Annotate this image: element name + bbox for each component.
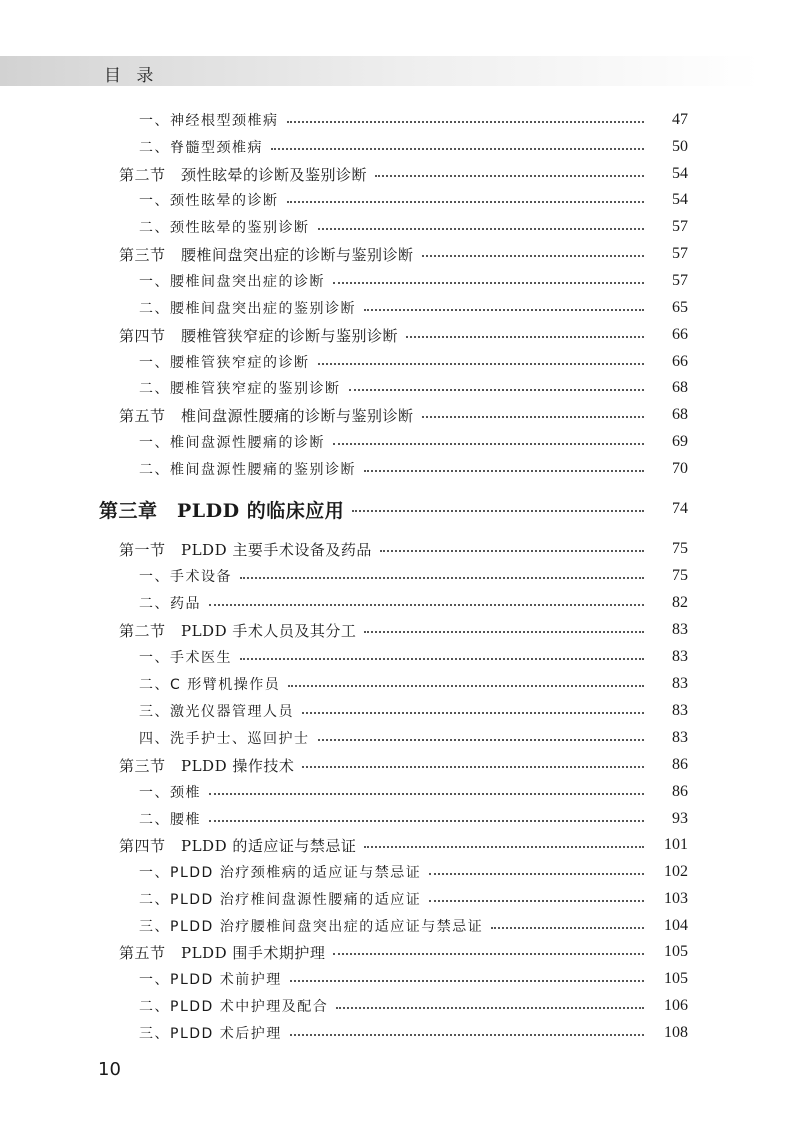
toc-entry-label: 第三节 PLDD 操作技术	[119, 756, 295, 775]
dot-leader	[290, 1034, 644, 1036]
toc-entry-label: 一、神经根型颈椎病	[139, 113, 279, 129]
toc-entry-page: 105	[664, 943, 688, 960]
toc-entry-label: 二、椎间盘源性腰痛的鉴别诊断	[139, 462, 356, 478]
dot-leader	[318, 363, 645, 365]
toc-entry-label: 三、PLDD 术后护理	[139, 1026, 282, 1042]
toc-entry-page: 66	[672, 353, 688, 370]
toc-entry-page: 68	[672, 406, 688, 423]
toc-entry-label: 四、洗手护士、巡回护士	[139, 731, 310, 747]
toc-entry-label: 二、药品	[139, 596, 201, 612]
toc-entry-label: 第一节 PLDD 主要手术设备及药品	[119, 540, 372, 559]
toc-entry-label: 二、腰椎管狭窄症的鉴别诊断	[139, 381, 341, 397]
toc-entry-page: 83	[672, 648, 688, 665]
toc-entry-label: 一、PLDD 治疗颈椎病的适应证与禁忌证	[139, 865, 422, 881]
toc-entry-label: 二、腰椎	[139, 812, 201, 828]
toc-entry-item	[0, 295, 800, 321]
toc-entry-label: 一、颈椎	[139, 785, 201, 801]
toc-entry-label: 一、PLDD 术前护理	[139, 972, 282, 988]
toc-entry-label: 一、颈性眩晕的诊断	[139, 193, 279, 209]
dot-leader	[240, 658, 644, 660]
toc-entry-item	[0, 375, 800, 401]
toc-entry-section	[0, 752, 800, 778]
toc-entry-item	[0, 134, 800, 160]
page-number: 10	[98, 1059, 121, 1080]
toc-entry-page: 57	[672, 218, 688, 235]
toc-entry-item	[0, 268, 800, 294]
toc-entry-page: 83	[672, 675, 688, 692]
toc-entry-page: 104	[664, 917, 688, 934]
toc-entry-label: 第四节 腰椎管狭窄症的诊断与鉴别诊断	[119, 326, 399, 345]
toc-entry-item	[0, 966, 800, 992]
toc-entry-page: 82	[672, 594, 688, 611]
toc-entry-item	[0, 214, 800, 240]
toc-entry-item	[0, 107, 800, 133]
toc-entry-page: 54	[672, 165, 688, 182]
toc-entry-page: 68	[672, 379, 688, 396]
toc-entry-label: 一、椎间盘源性腰痛的诊断	[139, 435, 325, 451]
dot-leader	[333, 282, 644, 284]
toc-entry-item	[0, 806, 800, 832]
toc-entry-section	[0, 161, 800, 187]
toc-entry-page: 83	[672, 621, 688, 638]
toc-entry-label: 三、激光仪器管理人员	[139, 704, 294, 720]
dot-leader	[429, 873, 644, 875]
dot-leader	[364, 846, 644, 848]
toc-entry-section	[0, 322, 800, 348]
dot-leader	[349, 389, 645, 391]
dot-leader	[352, 510, 644, 512]
dot-leader	[380, 550, 644, 552]
dot-leader	[302, 766, 644, 768]
toc-entry-page: 75	[672, 567, 688, 584]
toc-entry-label: 二、PLDD 术中护理及配合	[139, 999, 329, 1015]
dot-leader	[333, 443, 644, 445]
toc-entry-page: 57	[672, 245, 688, 262]
dot-leader	[333, 953, 644, 955]
toc-entry-page: 102	[664, 863, 688, 880]
toc-entry-item	[0, 779, 800, 805]
toc-entry-item	[0, 886, 800, 912]
toc-entry-item	[0, 644, 800, 670]
toc-entry-page: 47	[672, 111, 688, 128]
toc-entry-page: 103	[664, 890, 688, 907]
toc-entry-page: 75	[672, 540, 688, 557]
toc-entry-label: 第三章 PLDD 的临床应用	[99, 499, 345, 522]
toc-entry-item	[0, 913, 800, 939]
toc-entry-label: 二、C 形臂机操作员	[139, 677, 281, 693]
toc-entry-page: 66	[672, 326, 688, 343]
page-header-title: 目 录	[104, 66, 159, 86]
toc-entry-item	[0, 349, 800, 375]
toc-entry-section	[0, 617, 800, 643]
toc-entry-item	[0, 563, 800, 589]
toc-entry-label: 三、PLDD 治疗腰椎间盘突出症的适应证与禁忌证	[139, 919, 484, 935]
toc-entry-label: 一、手术医生	[139, 650, 232, 666]
toc-entry-page: 93	[672, 810, 688, 827]
dot-leader	[209, 793, 644, 795]
toc-entry-label: 二、脊髓型颈椎病	[139, 140, 263, 156]
toc-entry-label: 一、腰椎间盘突出症的诊断	[139, 274, 325, 290]
toc-entry-chapter	[0, 493, 800, 525]
toc-entry-section	[0, 939, 800, 965]
toc-entry-page: 83	[672, 702, 688, 719]
toc-entry-page: 54	[672, 191, 688, 208]
toc-entry-section	[0, 832, 800, 858]
toc-entry-page: 101	[664, 836, 688, 853]
toc-entry-page: 69	[672, 433, 688, 450]
toc-entry-page: 50	[672, 138, 688, 155]
toc-entry-page: 74	[672, 500, 688, 517]
dot-leader	[209, 604, 644, 606]
toc-entry-page: 86	[672, 756, 688, 773]
toc-entry-page: 70	[672, 460, 688, 477]
toc-entry-label: 第二节 颈性眩晕的诊断及鉴别诊断	[119, 165, 368, 184]
dot-leader	[364, 309, 644, 311]
toc-entry-page: 106	[664, 997, 688, 1014]
toc-entry-page: 108	[664, 1024, 688, 1041]
dot-leader	[287, 121, 645, 123]
dot-leader	[240, 577, 644, 579]
toc-entry-item	[0, 429, 800, 455]
toc-entry-page: 86	[672, 783, 688, 800]
toc-entry-label: 一、腰椎管狭窄症的诊断	[139, 355, 310, 371]
toc-entry-item	[0, 859, 800, 885]
toc-entry-section	[0, 536, 800, 562]
toc-entry-item	[0, 187, 800, 213]
toc-entry-item	[0, 590, 800, 616]
dot-leader	[364, 470, 644, 472]
toc-entry-label: 第五节 椎间盘源性腰痛的诊断与鉴别诊断	[119, 406, 414, 425]
dot-leader	[375, 175, 644, 177]
toc-entry-item	[0, 698, 800, 724]
toc-entry-section	[0, 402, 800, 428]
toc-entry-label: 二、PLDD 治疗椎间盘源性腰痛的适应证	[139, 892, 422, 908]
dot-leader	[287, 201, 645, 203]
toc-entry-label: 第二节 PLDD 手术人员及其分工	[119, 621, 357, 640]
toc-entry-item	[0, 1020, 800, 1046]
toc-entry-label: 第五节 PLDD 围手术期护理	[119, 943, 326, 962]
toc-entry-item	[0, 725, 800, 751]
dot-leader	[422, 416, 644, 418]
dot-leader	[288, 685, 644, 687]
toc-entry-page: 105	[664, 970, 688, 987]
toc-entry-section	[0, 241, 800, 267]
toc-entry-label: 第四节 PLDD 的适应证与禁忌证	[119, 836, 357, 855]
dot-leader	[491, 927, 644, 929]
dot-leader	[271, 148, 644, 150]
dot-leader	[209, 820, 644, 822]
toc-entry-item	[0, 456, 800, 482]
toc-entry-item	[0, 993, 800, 1019]
dot-leader	[429, 900, 644, 902]
dot-leader	[302, 712, 644, 714]
toc-entry-item	[0, 671, 800, 697]
dot-leader	[336, 1007, 644, 1009]
dot-leader	[318, 739, 645, 741]
toc-entry-label: 一、手术设备	[139, 569, 232, 585]
dot-leader	[290, 980, 644, 982]
toc-entry-label: 二、腰椎间盘突出症的鉴别诊断	[139, 301, 356, 317]
toc-entry-label: 第三节 腰椎间盘突出症的诊断与鉴别诊断	[119, 245, 414, 264]
toc-entry-page: 83	[672, 729, 688, 746]
toc-entry-page: 57	[672, 272, 688, 289]
dot-leader	[406, 336, 644, 338]
dot-leader	[318, 228, 645, 230]
toc-entry-label: 二、颈性眩晕的鉴别诊断	[139, 220, 310, 236]
dot-leader	[364, 631, 644, 633]
toc-entry-page: 65	[672, 299, 688, 316]
dot-leader	[422, 255, 644, 257]
